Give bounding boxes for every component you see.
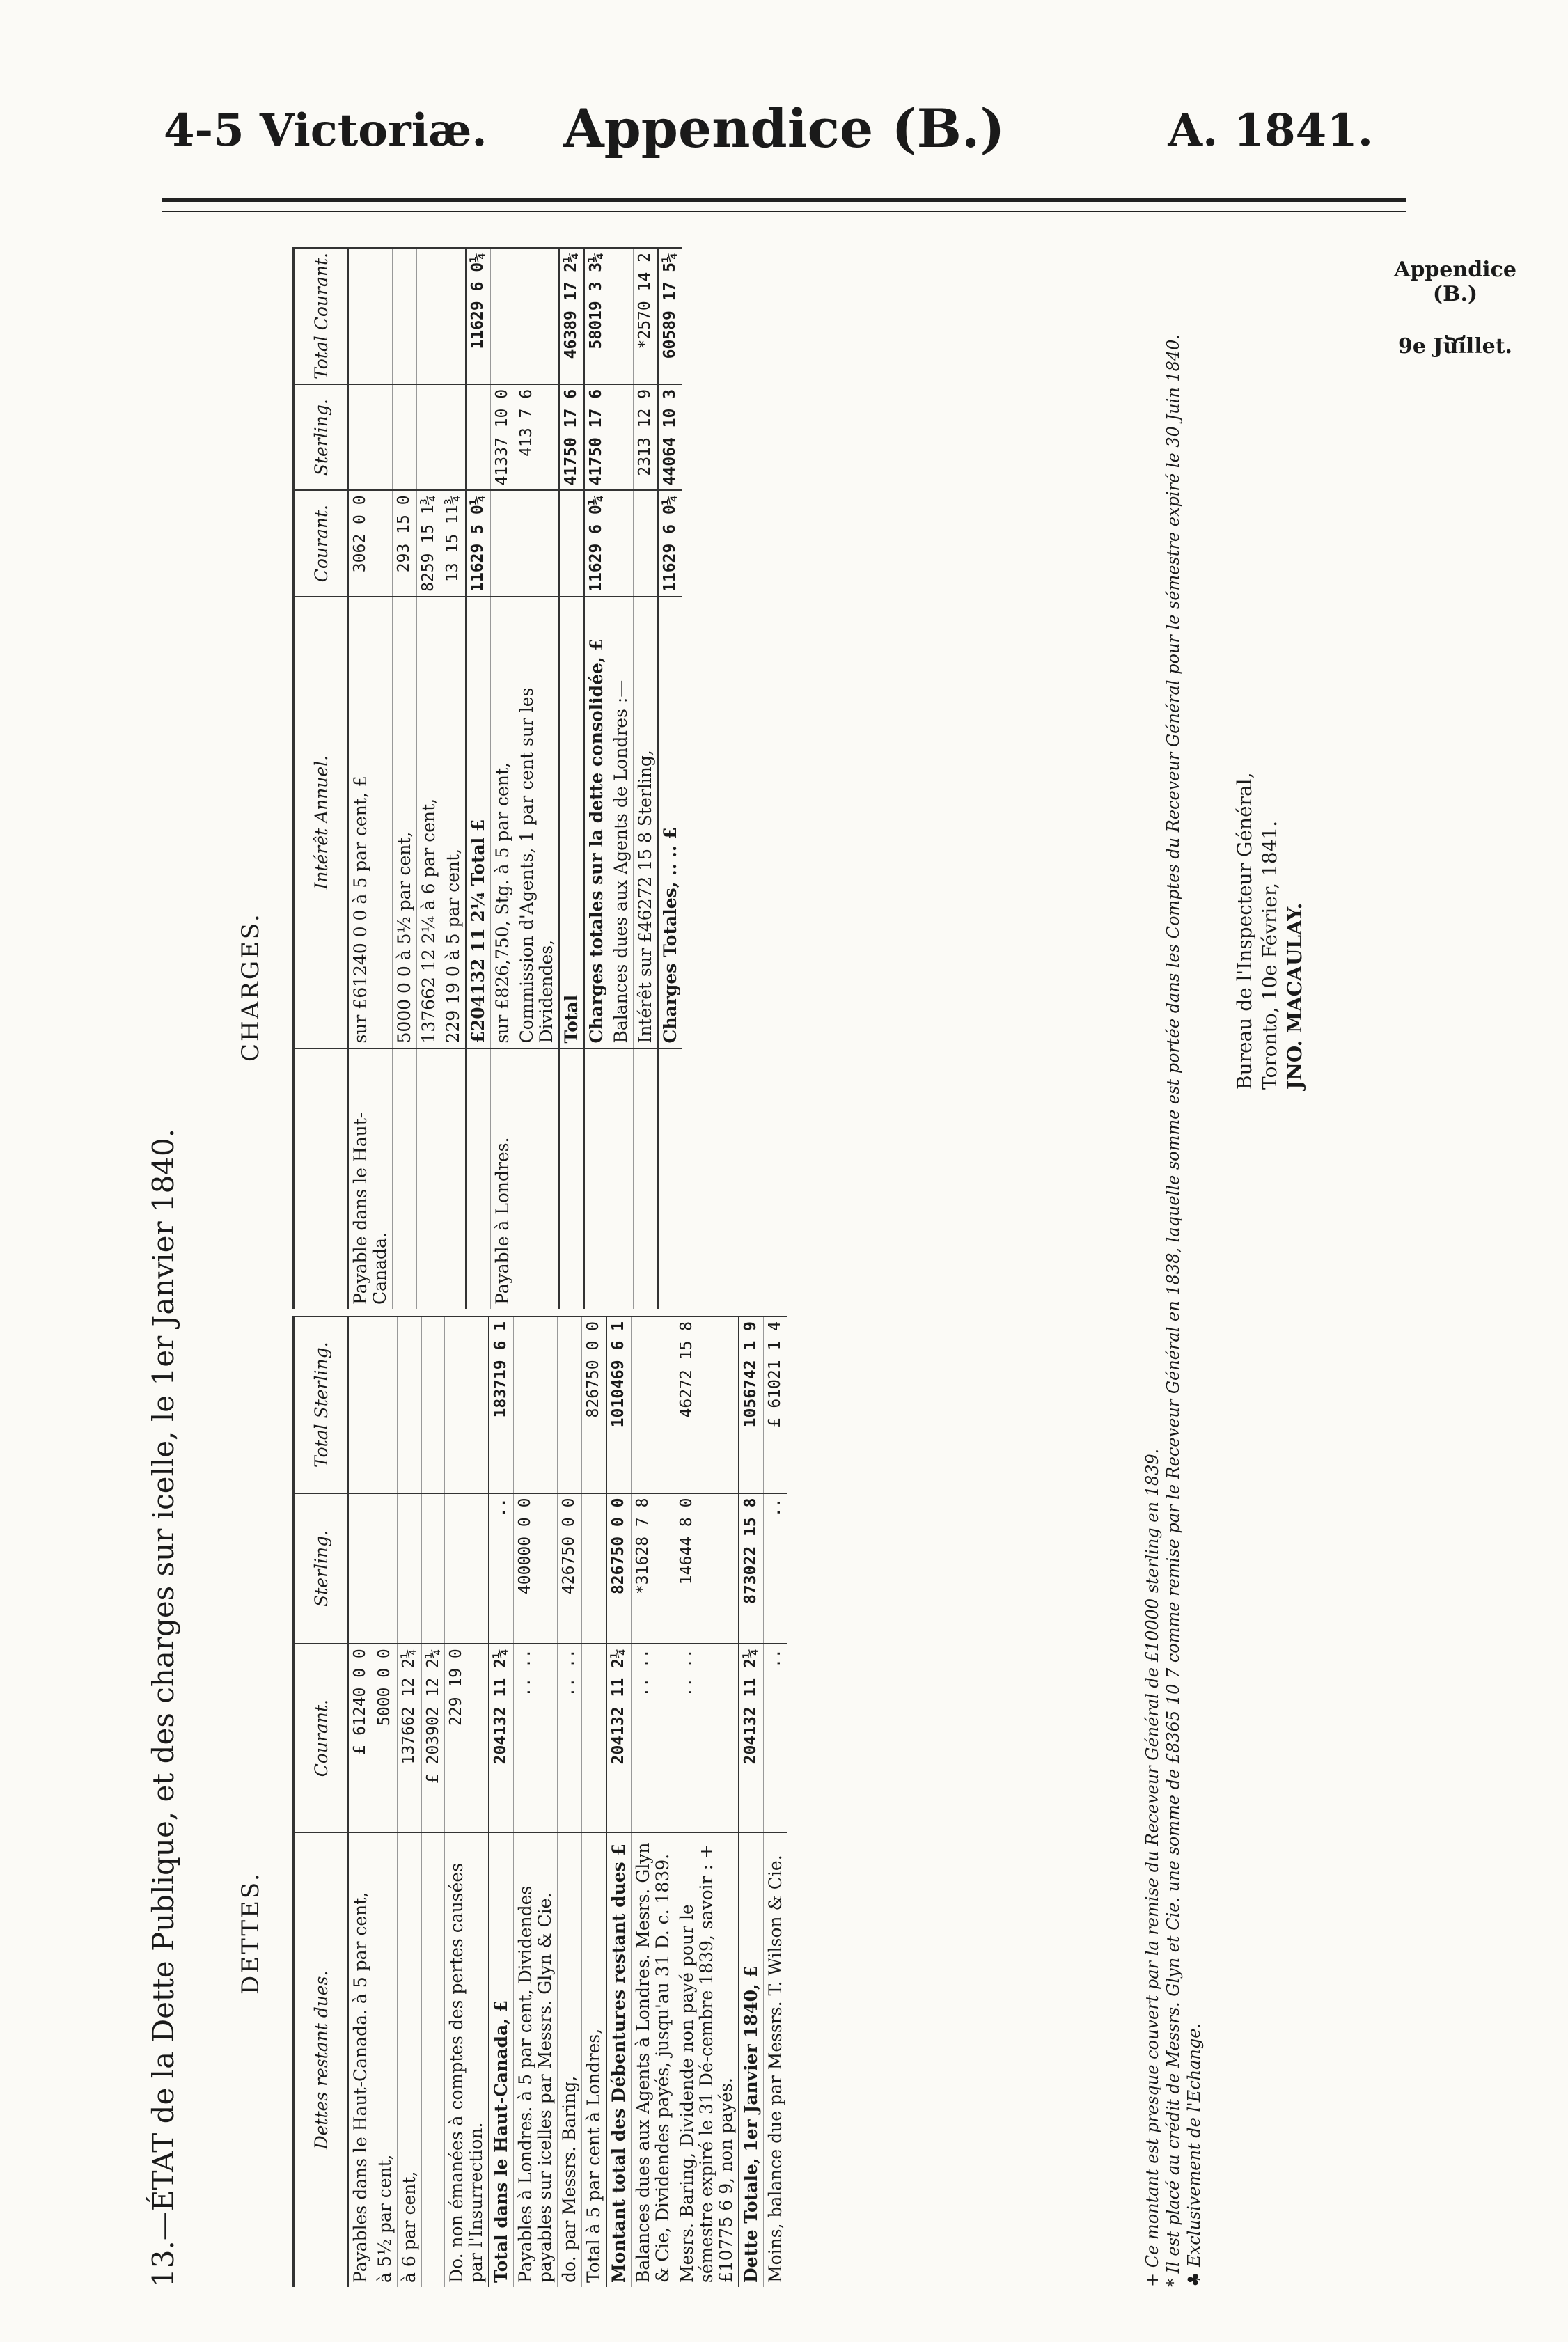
table-row xyxy=(584,248,609,1309)
charge-sterling xyxy=(348,384,393,490)
footnote: ♣ Exclusivement de l'Echange. xyxy=(1184,2022,1204,2287)
debts-column-header: Sterling. xyxy=(294,1493,349,1644)
table-row xyxy=(632,1317,675,2287)
debt-description: Payables dans le Haut-Canada. à 5 par cent, xyxy=(348,1832,373,2287)
table-row xyxy=(422,1317,445,2287)
charges-body xyxy=(348,248,682,1309)
debt-sterling xyxy=(582,1493,607,1644)
debt-description: Total dans le Haut-Canada, £ xyxy=(489,1832,514,2287)
table-row xyxy=(515,248,560,1309)
charges-column-header xyxy=(294,1048,349,1309)
charge-label xyxy=(584,1048,609,1309)
debt-courant: .. .. xyxy=(514,1644,558,1832)
table-row xyxy=(739,1317,764,2287)
debt-courant: 204132 11 2¼ xyxy=(739,1644,764,1832)
charge-interet: sur £826,750, Stg. à 5 par cent, xyxy=(491,597,515,1048)
charges-column-header: Total Courant. xyxy=(294,248,349,384)
debt-total-sterling: £ 61021 1 4 xyxy=(764,1317,788,1493)
charge-interet: 5000 0 0 à 5½ par cent, xyxy=(393,597,417,1048)
table-row xyxy=(348,1317,373,2287)
charge-interet: Charges Totales, .. .. £ xyxy=(658,597,682,1048)
debt-description: Mesrs. Baring, Dividende non payé pour le sémestre expiré le 31 Dé-cembre 1839, savoir : + £10775 6 9, non payés. xyxy=(675,1832,739,2287)
running-head-center: Appendice (B.) xyxy=(563,97,1005,159)
debts-table xyxy=(292,1316,787,2287)
debt-description: Dette Totale, 1er Janvier 1840, £ xyxy=(739,1832,764,2287)
charge-label xyxy=(658,1048,682,1309)
debt-total-sterling xyxy=(348,1317,373,1493)
table-row xyxy=(764,1317,788,2287)
debt-description xyxy=(422,1832,445,2287)
debt-total-sterling: 1056742 1 9 xyxy=(739,1317,764,1493)
charge-courant: 13 15 11¾ xyxy=(441,490,467,596)
debt-description: Balances dues aux Agents à Londres. Mesrs. Glyn & Cie, Dividendes payés, jusqu'au 31 D. c. 1839. xyxy=(632,1832,675,2287)
debt-description: Moins, balance due par Messrs. T. Wilson & Cie. xyxy=(764,1832,788,2287)
charge-label xyxy=(441,1048,467,1309)
table-row xyxy=(393,248,417,1309)
debt-sterling: .. xyxy=(489,1493,514,1644)
debt-description: Total à 5 par cent à Londres, xyxy=(582,1832,607,2287)
debt-total-sterling xyxy=(422,1317,445,1493)
charge-sterling xyxy=(417,384,441,490)
charge-label: Payable dans le Haut-Canada. xyxy=(348,1048,393,1309)
charge-sterling: 2313 12 9 xyxy=(634,384,659,490)
footnote: + Ce montant est presque couvert par la remise du Receveur Général de £10000 sterling en 1839. xyxy=(1143,1448,1162,2287)
charge-total-courant xyxy=(417,248,441,384)
debt-total-sterling: 826750 0 0 xyxy=(582,1317,607,1493)
charge-sterling: 41337 10 0 xyxy=(491,384,515,490)
debt-total-sterling xyxy=(514,1317,558,1493)
charge-interet: Total xyxy=(559,597,584,1048)
charge-label xyxy=(559,1048,584,1309)
charges-column-header: Courant. xyxy=(294,490,349,596)
charge-courant: 11629 6 0¼ xyxy=(658,490,682,596)
debt-sterling xyxy=(445,1493,489,1644)
charge-courant: 293 15 0 xyxy=(393,490,417,596)
table-row xyxy=(373,1317,398,2287)
rotated-statement xyxy=(146,247,1330,2287)
table-row xyxy=(675,1317,739,2287)
charge-interet: Charges totales sur la dette consolidée, £ xyxy=(584,597,609,1048)
debt-courant: £ 61240 0 0 xyxy=(348,1644,373,1832)
table-row xyxy=(559,248,584,1309)
charge-interet: Commission d'Agents, 1 par cent sur les Dividendes, xyxy=(515,597,560,1048)
debt-sterling xyxy=(373,1493,398,1644)
charge-sterling xyxy=(609,384,634,490)
debt-description: Payables à Londres. à 5 par cent, Dividendes payables sur icelles par Messrs. Glyn & Cie. xyxy=(514,1832,558,2287)
debt-courant: .. .. xyxy=(675,1644,739,1832)
debt-courant: .. xyxy=(764,1644,788,1832)
charge-courant: 8259 15 1¾ xyxy=(417,490,441,596)
debt-sterling: 14644 8 0 xyxy=(675,1493,739,1644)
charge-interet: 137662 12 2¼ à 6 par cent, xyxy=(417,597,441,1048)
charge-sterling xyxy=(441,384,467,490)
debt-sterling xyxy=(348,1493,373,1644)
table-row xyxy=(582,1317,607,2287)
table-row xyxy=(489,1317,514,2287)
debt-total-sterling xyxy=(445,1317,489,1493)
charges-column-header: Sterling. xyxy=(294,384,349,490)
table-row xyxy=(398,1317,422,2287)
debt-description: Do. non émanées à comptes des pertes causées par l'Insurrection. xyxy=(445,1832,489,2287)
section-charges: CHARGES. xyxy=(237,912,265,1062)
header-rule-thin xyxy=(162,211,1406,212)
table-row xyxy=(514,1317,558,2287)
table-row xyxy=(441,248,467,1309)
footnotes xyxy=(1142,268,1205,2287)
charge-sterling xyxy=(393,384,417,490)
debt-description: do. par Messrs. Baring, xyxy=(558,1832,582,2287)
charge-courant xyxy=(609,490,634,596)
charge-total-courant xyxy=(491,248,515,384)
table-row xyxy=(348,248,393,1309)
charge-sterling: 41750 17 6 xyxy=(584,384,609,490)
signature-office: Bureau de l'Inspecteur Général, xyxy=(1233,772,1256,1090)
debt-total-sterling: 46272 15 8 xyxy=(675,1317,739,1493)
debt-sterling xyxy=(398,1493,422,1644)
debt-total-sterling: 183719 6 1 xyxy=(489,1317,514,1493)
debts-column-header: Courant. xyxy=(294,1644,349,1832)
charge-total-courant xyxy=(393,248,417,384)
header-rule-thick xyxy=(162,198,1406,202)
debts-column-header: Dettes restant dues. xyxy=(294,1832,349,2287)
charge-total-courant: 60589 17 5¼ xyxy=(658,248,682,384)
charge-label xyxy=(634,1048,659,1309)
charge-interet: 229 19 0 à 5 par cent, xyxy=(441,597,467,1048)
table-row xyxy=(609,248,634,1309)
margin-note-line2: (B.) xyxy=(1432,282,1478,306)
debt-courant: 229 19 0 xyxy=(445,1644,489,1832)
margin-note xyxy=(1375,258,1535,359)
charge-interet: £204132 11 2¼ Total £ xyxy=(466,597,491,1048)
margin-note-line1: Appendice xyxy=(1394,258,1516,282)
footnote: * Il est placé au crédit de Messrs. Glyn et Cie. une somme de £8365 10 7 comme remise par le Receveur Général en 1838, laquelle somme est portée dans les Comptes du Receveur Général pour le sémestre expiré le 30 Juin 1840. xyxy=(1163,333,1183,2287)
debt-sterling: 826750 0 0 xyxy=(606,1493,632,1644)
debts-header-row xyxy=(294,1317,349,2287)
charge-interet: sur £61240 0 0 à 5 par cent, £ xyxy=(348,597,393,1048)
margin-note-line3: 9e Juillet. xyxy=(1398,334,1512,359)
statement-title: 13.—ÉTAT de la Dette Publique, et des charges sur icelle, le 1er Janvier 1840. xyxy=(146,1128,180,2287)
charge-label xyxy=(515,1048,560,1309)
running-head-left: 4-5 Victoriæ. xyxy=(164,104,487,157)
running-head-right: A. 1841. xyxy=(1168,104,1373,157)
debt-courant: £ 203902 12 2¼ xyxy=(422,1644,445,1832)
table-row xyxy=(606,1317,632,2287)
debt-courant: 137662 12 2¼ xyxy=(398,1644,422,1832)
charge-sterling: 41750 17 6 xyxy=(559,384,584,490)
debt-total-sterling: 1010469 6 1 xyxy=(606,1317,632,1493)
charge-total-courant xyxy=(609,248,634,384)
charge-courant: 11629 6 0¼ xyxy=(584,490,609,596)
debt-description: à 6 par cent, xyxy=(398,1832,422,2287)
charge-courant xyxy=(634,490,659,596)
signature-place-date: Toronto, 10e Février, 1841. xyxy=(1258,820,1281,1090)
charge-label xyxy=(466,1048,491,1309)
table-row xyxy=(558,1317,582,2287)
table-row xyxy=(658,248,682,1309)
charge-total-courant xyxy=(441,248,467,384)
charge-courant: 3062 0 0 xyxy=(348,490,393,596)
charges-column-header: Intérêt Annuel. xyxy=(294,597,349,1048)
charge-total-courant xyxy=(348,248,393,384)
debts-body xyxy=(348,1317,787,2287)
signature-block xyxy=(1232,773,1308,1090)
charge-total-courant: 58019 3 3¼ xyxy=(584,248,609,384)
debt-sterling xyxy=(422,1493,445,1644)
charge-courant xyxy=(515,490,560,596)
table-row xyxy=(634,248,659,1309)
charge-total-courant xyxy=(515,248,560,384)
charge-sterling: 44064 10 3 xyxy=(658,384,682,490)
table-row xyxy=(466,248,491,1309)
charge-total-courant: *2570 14 2 xyxy=(634,248,659,384)
charge-sterling xyxy=(466,384,491,490)
signature-name: JNO. MACAULAY. xyxy=(1283,902,1306,1090)
debt-sterling: .. xyxy=(764,1493,788,1644)
debt-sterling: 426750 0 0 xyxy=(558,1493,582,1644)
charge-sterling: 413 7 6 xyxy=(515,384,560,490)
charge-label xyxy=(417,1048,441,1309)
debt-sterling: 873022 15 8 xyxy=(739,1493,764,1644)
debt-courant: .. .. xyxy=(632,1644,675,1832)
debt-description: Montant total des Débentures restant dues £ xyxy=(606,1832,632,2287)
charge-courant xyxy=(491,490,515,596)
charge-total-courant: 46389 17 2¼ xyxy=(559,248,584,384)
margin-brace: ⏟ xyxy=(1445,300,1466,340)
charge-total-courant: 11629 6 0¼ xyxy=(466,248,491,384)
debt-courant: 204132 11 2¼ xyxy=(489,1644,514,1832)
debt-courant: 204132 11 2¼ xyxy=(606,1644,632,1832)
charge-label: Payable à Londres. xyxy=(491,1048,515,1309)
charge-label xyxy=(393,1048,417,1309)
debt-total-sterling xyxy=(632,1317,675,1493)
charge-courant xyxy=(559,490,584,596)
table-row xyxy=(491,248,515,1309)
charge-interet: Intérêt sur £46272 15 8 Sterling, xyxy=(634,597,659,1048)
charges-header-row xyxy=(294,248,349,1309)
debt-total-sterling xyxy=(373,1317,398,1493)
debt-courant: .. .. xyxy=(558,1644,582,1832)
debt-sterling: *31628 7 8 xyxy=(632,1493,675,1644)
section-dettes: DETTES. xyxy=(237,1871,265,1995)
debt-description: à 5½ par cent, xyxy=(373,1832,398,2287)
charge-label xyxy=(609,1048,634,1309)
charges-table xyxy=(292,247,682,1309)
debt-courant xyxy=(582,1644,607,1832)
table-row xyxy=(445,1317,489,2287)
debts-column-header: Total Sterling. xyxy=(294,1317,349,1493)
debt-total-sterling xyxy=(558,1317,582,1493)
debt-total-sterling xyxy=(398,1317,422,1493)
charge-interet: Balances dues aux Agents de Londres :— xyxy=(609,597,634,1048)
debt-courant: 5000 0 0 xyxy=(373,1644,398,1832)
table-row xyxy=(417,248,441,1309)
debt-sterling: 400000 0 0 xyxy=(514,1493,558,1644)
charge-courant: 11629 5 0¼ xyxy=(466,490,491,596)
